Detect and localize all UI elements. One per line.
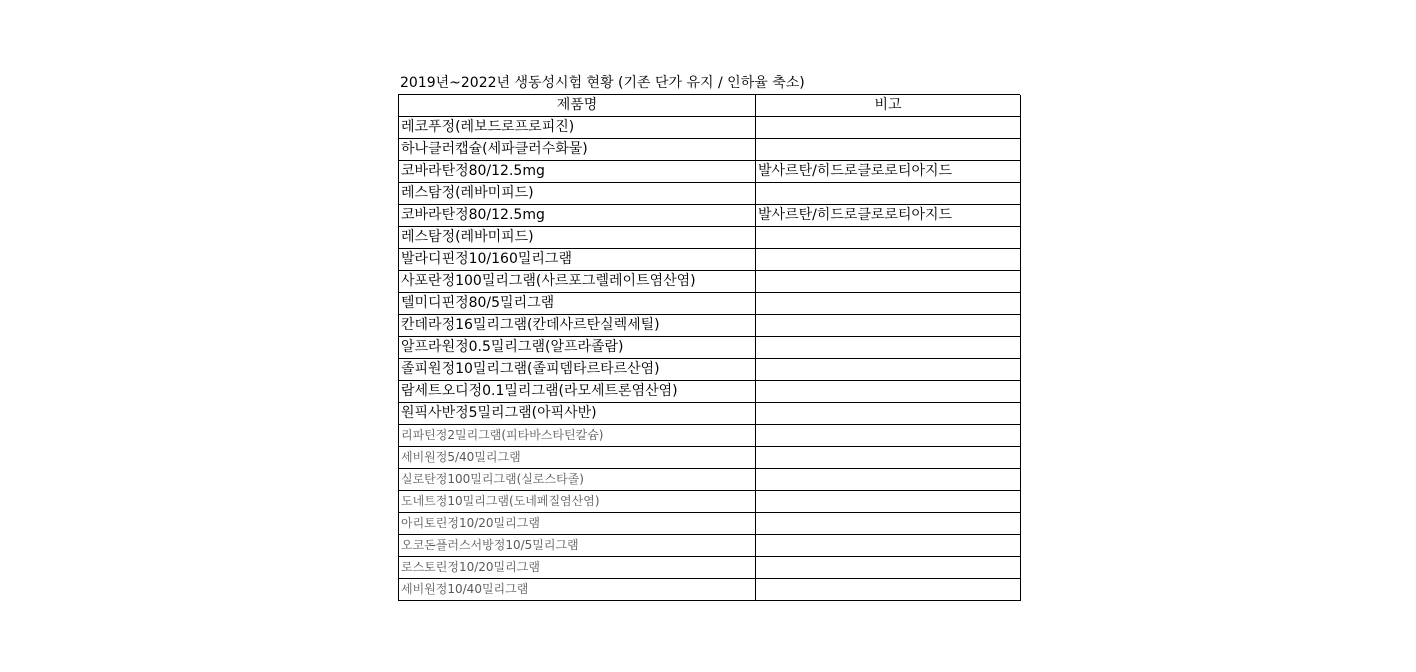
header-row bbox=[399, 95, 1021, 117]
product-cell[interactable]: 세비원정5/40밀리그램 bbox=[399, 447, 756, 469]
table-row bbox=[399, 139, 1021, 161]
note-cell[interactable] bbox=[756, 249, 1021, 271]
product-cell[interactable]: 레스탐정(레바미피드) bbox=[399, 183, 756, 205]
note-cell[interactable] bbox=[756, 469, 1021, 491]
note-cell[interactable] bbox=[756, 491, 1021, 513]
note-cell[interactable] bbox=[756, 359, 1021, 381]
note-cell[interactable] bbox=[756, 227, 1021, 249]
product-cell[interactable]: 세비원정10/40밀리그램 bbox=[399, 579, 756, 601]
table-row bbox=[399, 249, 1021, 271]
note-cell[interactable]: 발사르탄/히드로클로로티아지드 bbox=[756, 161, 1021, 183]
table-row bbox=[399, 447, 1021, 469]
product-cell[interactable]: 코바라탄정80/12.5mg bbox=[399, 205, 756, 227]
product-cell[interactable]: 레코푸정(레보드로프로피진) bbox=[399, 117, 756, 139]
note-cell[interactable]: 발사르탄/히드로클로로티아지드 bbox=[756, 205, 1021, 227]
note-cell[interactable] bbox=[756, 315, 1021, 337]
product-cell[interactable]: 리파틴정2밀리그램(피타바스타틴칼슘) bbox=[399, 425, 756, 447]
product-cell[interactable]: 칸데라정16밀리그램(칸데사르탄실렉세틸) bbox=[399, 315, 756, 337]
note-cell[interactable] bbox=[756, 271, 1021, 293]
table-row bbox=[399, 513, 1021, 535]
product-cell[interactable]: 알프라원정0.5밀리그램(알프라졸람) bbox=[399, 337, 756, 359]
table-row bbox=[399, 117, 1021, 139]
table-row bbox=[399, 293, 1021, 315]
table-row bbox=[399, 183, 1021, 205]
product-cell[interactable]: 도네트정10밀리그램(도네페질염산염) bbox=[399, 491, 756, 513]
table-row bbox=[399, 227, 1021, 249]
table-row bbox=[399, 579, 1021, 601]
product-cell[interactable]: 코바라탄정80/12.5mg bbox=[399, 161, 756, 183]
product-cell[interactable]: 원픽사반정5밀리그램(아픽사반) bbox=[399, 403, 756, 425]
table-row bbox=[399, 205, 1021, 227]
sheet-title: 2019년~2022년 생동성시험 현황 (기존 단가 유지 / 인하율 축소) bbox=[398, 72, 1020, 95]
table-row bbox=[399, 161, 1021, 183]
product-cell[interactable]: 아리토린정10/20밀리그램 bbox=[399, 513, 756, 535]
note-cell[interactable] bbox=[756, 381, 1021, 403]
product-cell[interactable]: 레스탐정(레바미피드) bbox=[399, 227, 756, 249]
note-cell[interactable] bbox=[756, 337, 1021, 359]
spreadsheet-area bbox=[398, 72, 1020, 601]
product-cell[interactable]: 실로탄정100밀리그램(실로스타졸) bbox=[399, 469, 756, 491]
table-row bbox=[399, 425, 1021, 447]
note-cell[interactable] bbox=[756, 117, 1021, 139]
product-table bbox=[398, 95, 1021, 601]
note-cell[interactable] bbox=[756, 293, 1021, 315]
product-cell[interactable]: 오코돈플러스서방정10/5밀리그램 bbox=[399, 535, 756, 557]
product-cell[interactable]: 사포란정100밀리그램(사르포그렐레이트염산염) bbox=[399, 271, 756, 293]
column-header-note[interactable]: 비고 bbox=[756, 95, 1021, 117]
column-header-product[interactable]: 제품명 bbox=[399, 95, 756, 117]
note-cell[interactable] bbox=[756, 557, 1021, 579]
table-row bbox=[399, 359, 1021, 381]
note-cell[interactable] bbox=[756, 579, 1021, 601]
table-row bbox=[399, 403, 1021, 425]
note-cell[interactable] bbox=[756, 183, 1021, 205]
product-cell[interactable]: 하나클러캡슐(세파클러수화물) bbox=[399, 139, 756, 161]
note-cell[interactable] bbox=[756, 535, 1021, 557]
table-row bbox=[399, 315, 1021, 337]
product-cell[interactable]: 람세트오디정0.1밀리그램(라모세트론염산염) bbox=[399, 381, 756, 403]
table-row bbox=[399, 557, 1021, 579]
note-cell[interactable] bbox=[756, 425, 1021, 447]
table-row bbox=[399, 469, 1021, 491]
note-cell[interactable] bbox=[756, 139, 1021, 161]
product-cell[interactable]: 졸피원정10밀리그램(졸피뎀타르타르산염) bbox=[399, 359, 756, 381]
table-row bbox=[399, 535, 1021, 557]
note-cell[interactable] bbox=[756, 403, 1021, 425]
table-row bbox=[399, 271, 1021, 293]
table-row bbox=[399, 337, 1021, 359]
product-cell[interactable]: 로스토린정10/20밀리그램 bbox=[399, 557, 756, 579]
note-cell[interactable] bbox=[756, 513, 1021, 535]
product-cell[interactable]: 발라디핀정10/160밀리그램 bbox=[399, 249, 756, 271]
product-cell[interactable]: 텔미디핀정80/5밀리그램 bbox=[399, 293, 756, 315]
table-row bbox=[399, 491, 1021, 513]
note-cell[interactable] bbox=[756, 447, 1021, 469]
table-row bbox=[399, 381, 1021, 403]
